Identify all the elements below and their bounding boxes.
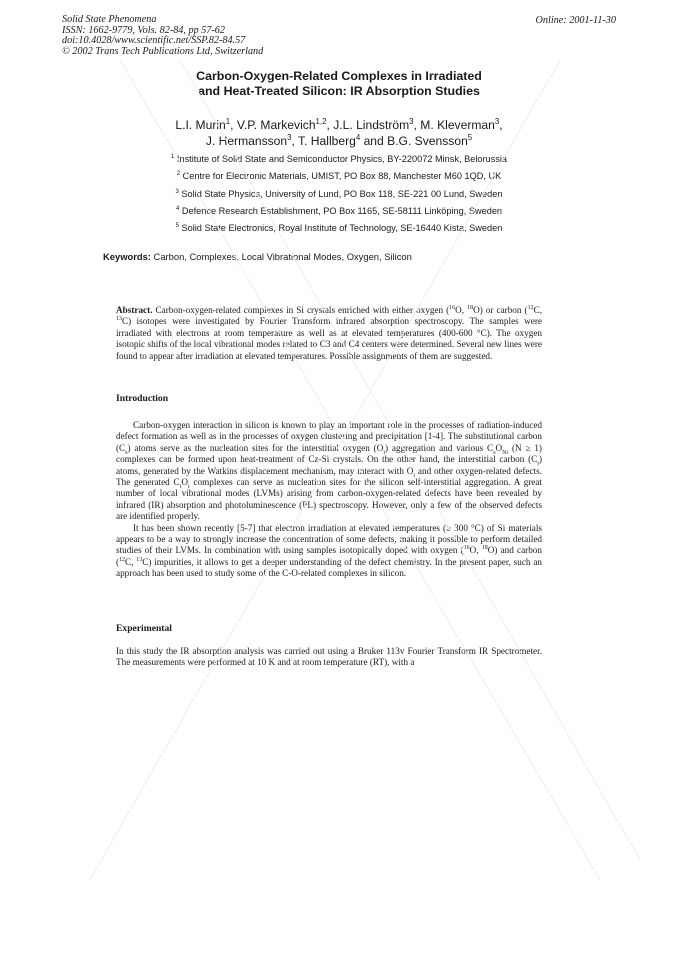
paper-title: [0, 69, 678, 99]
keywords: [103, 251, 412, 262]
author-list: [0, 117, 678, 149]
author: V.P. Markevich$^{1,2}$,: [236, 116, 334, 132]
section-heading-experimental: Experimental: [116, 623, 172, 634]
keywords-list: Carbon, Complexes, Local Vibrational Modes, Oxygen, Silicon: [153, 251, 412, 262]
author: M. Kleverman$^3$,: [420, 116, 503, 132]
author: J. Hermansson$^3$,: [205, 132, 299, 148]
journal-header: [62, 15, 263, 57]
abstract-label: Abstract.: [116, 305, 153, 315]
journal-name: Solid State Phenomena: [62, 14, 157, 25]
affiliation: $^1$ Institute of Solid State and Semiconductor Physics, BY-220072 Minsk, Belorussia: [171, 153, 507, 164]
online-date: Online: 2001-11-30: [535, 15, 616, 26]
author: T. Hallberg$^4$ and: [298, 132, 388, 148]
affiliation-list: [0, 151, 678, 237]
author: L.I. Murin$^1$,: [175, 116, 237, 132]
experimental-text: In this study the IR absorption analysis was carried out using a Bruker 113v Fourier Transform IR Spectrometer. The measurements were performed at 10 K and at room temperature (RT), with a: [116, 646, 542, 668]
affiliation: $^5$ Solid State Electronics, Royal Institute of Technology, SE-16440 Kista, Sweden: [175, 223, 503, 234]
title-line-2: and Heat-Treated Silicon: IR Absorption Studies: [198, 84, 480, 98]
keywords-label: Keywords:: [103, 251, 151, 262]
affiliation: $^4$ Defence Research Establishment, PO Box 1165, SE-58111 Linköping, Sweden: [175, 205, 503, 216]
copyright-line: © 2002 Trans Tech Publications Ltd, Switzerland: [62, 45, 264, 57]
author: J.L. Lindström$^3$,: [333, 116, 421, 132]
section-heading-introduction: Introduction: [116, 393, 169, 404]
abstract: Abstract. Carbon-oxygen-related complexes in Si crystals enriched with either oxygen ($^{16}$O, $^{18}$O) or carbon ($^{12}$C, $^{13}$C) isotopes were investigated by Fourier Transform infrared absorption spectroscopy. The samples were irradiated with electrons at room temperature as well as at elevated temperatures (400-600 °C). The oxygen isotopic shifts of the local vibrational modes related to C3 and C4 centers were determined. Several new lines were found to appear after irradiation at elevated temperatures. Possible assignments of them are suggested.: [116, 304, 542, 361]
affiliation: $^2$ Centre for Electronic Materials, UMIST, PO Box 88, Manchester M60 1QD, UK: [176, 171, 502, 182]
author: B.G. Svensson$^5$: [387, 132, 473, 148]
doi-line[interactable]: doi:10.4028/www.scientific.net/SSP.82-84.57: [62, 35, 246, 47]
issn-line: ISSN: 1662-9779, Vols. 82-84, pp 57-62: [62, 24, 225, 36]
introduction-text: Carbon-oxygen interaction in silicon is known to play an important role in the processes of radiation-induced defect formation as well as in the processes of oxygen clustering and precipitation [1-4]. The substitutional carbon $(C_s)$ atoms serve as the nucleation sites for the interstitial oxygen $(O_i)$ aggregation and various $C_sO_{Ni}$ (N ≥ 1) complexes can be formed upon heat-treatment of Cz-Si crystals. On the other hand, the interstitial carbon $(C_i)$ atoms, generated by the Watkins displacement mechanism, may interact with $O_i$ and other oxygen-related defects. The generated $C_iO_i$ complexes can serve as nucleation sites for the silicon self-interstitial aggregation. A great number of local vibrational modes (LVMs) arising from carbon-oxygen-related defects have been revealed by infrared (IR) absorption and photoluminescence (PL) spectroscopy. However, only a few of the observed defects are identified properly. It has been shown recently [5-7] that electron irradiation at elevated temperatures (≥ 300 °C) of Si materials appears to be a way to strongly increase the concentration of some defects, making it possible to perform detailed studies of their LVMs. In combination with using samples isotopically doped with oxygen ($^{16}$O, $^{18}$O) and carbon ($^{12}$C, $^{13}$C) impurities, it allows to get a deeper understanding of the defect chemistry. In the present paper, such an approach has been used to study some of the C-O-related complexes in silicon.: [116, 420, 542, 579]
title-line-1: Carbon-Oxygen-Related Complexes in Irradiated: [196, 69, 482, 83]
affiliation: $^3$ Solid State Physics, University of Lund, PO Box 118, SE-221 00 Lund, Sweden: [175, 188, 503, 199]
